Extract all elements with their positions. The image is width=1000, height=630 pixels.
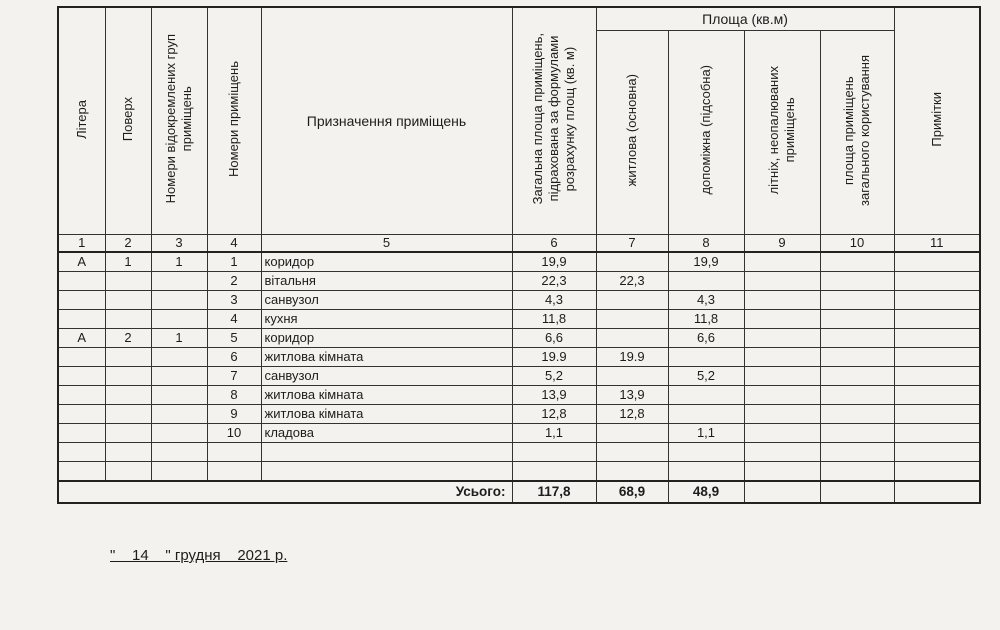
cell-purpose: кухня bbox=[261, 310, 512, 329]
totals-notes bbox=[894, 481, 980, 503]
cell-floor bbox=[105, 367, 151, 386]
cell-floor bbox=[105, 310, 151, 329]
header-living bbox=[596, 31, 668, 235]
cell-common-area bbox=[820, 424, 894, 443]
cell-common-area bbox=[820, 367, 894, 386]
cell-litera bbox=[58, 348, 105, 367]
cell-purpose: санвузол bbox=[261, 291, 512, 310]
column-number: 9 bbox=[744, 235, 820, 253]
cell-notes bbox=[894, 348, 980, 367]
cell-room: 6 bbox=[207, 348, 261, 367]
header-rooms-text: Номери приміщень bbox=[226, 61, 241, 177]
header-auxiliary-text: допоміжна (підсобна) bbox=[698, 65, 713, 195]
cell-aux-area: 5,2 bbox=[668, 367, 744, 386]
header-floor bbox=[105, 7, 151, 235]
cell-notes bbox=[894, 329, 980, 348]
cell-aux-area: 1,1 bbox=[668, 424, 744, 443]
header-total-area-text: Загальна площа приміщень, підрахована за формулами розрахунку площ (кв. м) bbox=[530, 33, 577, 205]
cell-aux-area bbox=[668, 348, 744, 367]
column-number-row bbox=[58, 235, 980, 253]
header-notes-text: Примітки bbox=[928, 91, 944, 147]
cell-aux-area bbox=[668, 443, 744, 462]
cell-aux-area bbox=[668, 272, 744, 291]
cell-floor: 1 bbox=[105, 252, 151, 272]
table-body bbox=[58, 252, 980, 481]
cell-living-area bbox=[596, 329, 668, 348]
cell-common-area bbox=[820, 348, 894, 367]
cell-floor bbox=[105, 348, 151, 367]
cell-floor: 2 bbox=[105, 329, 151, 348]
cell-living-area bbox=[596, 443, 668, 462]
header-summer-text: літніх, неопалюваних приміщень bbox=[766, 65, 797, 195]
totals-label: Усього: bbox=[58, 481, 512, 503]
cell-living-area: 13,9 bbox=[596, 386, 668, 405]
cell-room: 1 bbox=[207, 252, 261, 272]
cell-common-area bbox=[820, 386, 894, 405]
cell-living-area bbox=[596, 291, 668, 310]
cell-summer-area bbox=[744, 443, 820, 462]
cell-room: 10 bbox=[207, 424, 261, 443]
cell-notes bbox=[894, 272, 980, 291]
cell-total-area: 5,2 bbox=[512, 367, 596, 386]
header-common-text: площа приміщень загального користування bbox=[841, 54, 873, 206]
cell-notes bbox=[894, 252, 980, 272]
cell-total-area: 19,9 bbox=[512, 252, 596, 272]
table-row bbox=[58, 386, 980, 405]
column-number: 3 bbox=[151, 235, 207, 253]
table-row bbox=[58, 424, 980, 443]
cell-room: 4 bbox=[207, 310, 261, 329]
cell-purpose: санвузол bbox=[261, 367, 512, 386]
cell-notes bbox=[894, 310, 980, 329]
cell-aux-area: 4,3 bbox=[668, 291, 744, 310]
cell-summer-area bbox=[744, 291, 820, 310]
cell-group bbox=[151, 291, 207, 310]
cell-purpose: житлова кімната bbox=[261, 348, 512, 367]
totals-common-area bbox=[820, 481, 894, 503]
cell-total-area: 1,1 bbox=[512, 424, 596, 443]
cell-litera: А bbox=[58, 329, 105, 348]
cell-aux-area: 11,8 bbox=[668, 310, 744, 329]
cell-litera bbox=[58, 310, 105, 329]
cell-common-area bbox=[820, 291, 894, 310]
cell-common-area bbox=[820, 405, 894, 424]
cell-litera bbox=[58, 462, 105, 482]
cell-room: 8 bbox=[207, 386, 261, 405]
column-number: 11 bbox=[894, 235, 980, 253]
cell-room bbox=[207, 443, 261, 462]
cell-litera bbox=[58, 386, 105, 405]
totals-living-area: 68,9 bbox=[596, 481, 668, 503]
column-number: 10 bbox=[820, 235, 894, 253]
header-litera bbox=[58, 7, 105, 235]
cell-aux-area bbox=[668, 405, 744, 424]
table-row bbox=[58, 310, 980, 329]
header-floor-text: Поверх bbox=[120, 96, 135, 142]
cell-notes bbox=[894, 386, 980, 405]
cell-living-area: 12,8 bbox=[596, 405, 668, 424]
cell-notes bbox=[894, 424, 980, 443]
header-litera-text: Літера bbox=[73, 99, 89, 139]
cell-room: 5 bbox=[207, 329, 261, 348]
cell-total-area: 22,3 bbox=[512, 272, 596, 291]
column-number: 8 bbox=[668, 235, 744, 253]
cell-litera bbox=[58, 291, 105, 310]
table-row bbox=[58, 367, 980, 386]
cell-group bbox=[151, 405, 207, 424]
column-number: 2 bbox=[105, 235, 151, 253]
cell-floor bbox=[105, 443, 151, 462]
table-row bbox=[58, 443, 980, 462]
cell-purpose: коридор bbox=[261, 252, 512, 272]
header-summer bbox=[744, 31, 820, 235]
cell-notes bbox=[894, 367, 980, 386]
cell-group bbox=[151, 386, 207, 405]
cell-summer-area bbox=[744, 405, 820, 424]
cell-group: 1 bbox=[151, 252, 207, 272]
cell-litera bbox=[58, 443, 105, 462]
header-living-text: житлова (основна) bbox=[624, 73, 639, 187]
cell-floor bbox=[105, 462, 151, 482]
totals-summer-area bbox=[744, 481, 820, 503]
cell-room: 7 bbox=[207, 367, 261, 386]
column-number: 1 bbox=[58, 235, 105, 253]
cell-group bbox=[151, 424, 207, 443]
cell-summer-area bbox=[744, 367, 820, 386]
header-total-area bbox=[512, 7, 596, 235]
cell-purpose: вітальня bbox=[261, 272, 512, 291]
cell-living-area bbox=[596, 252, 668, 272]
header-common bbox=[820, 31, 894, 235]
cell-notes bbox=[894, 443, 980, 462]
cell-purpose bbox=[261, 462, 512, 482]
cell-notes bbox=[894, 291, 980, 310]
table-row bbox=[58, 348, 980, 367]
column-number: 5 bbox=[261, 235, 512, 253]
cell-floor bbox=[105, 386, 151, 405]
header-notes bbox=[894, 7, 980, 235]
cell-aux-area: 6,6 bbox=[668, 329, 744, 348]
cell-litera bbox=[58, 405, 105, 424]
totals-total-area: 117,8 bbox=[512, 481, 596, 503]
cell-room: 3 bbox=[207, 291, 261, 310]
table-row bbox=[58, 405, 980, 424]
cell-floor bbox=[105, 424, 151, 443]
cell-purpose: житлова кімната bbox=[261, 405, 512, 424]
cell-group bbox=[151, 348, 207, 367]
cell-living-area: 22,3 bbox=[596, 272, 668, 291]
header-rooms bbox=[207, 7, 261, 235]
cell-summer-area bbox=[744, 310, 820, 329]
cell-summer-area bbox=[744, 462, 820, 482]
cell-total-area bbox=[512, 462, 596, 482]
column-number: 7 bbox=[596, 235, 668, 253]
cell-litera bbox=[58, 367, 105, 386]
cell-summer-area bbox=[744, 252, 820, 272]
header-auxiliary bbox=[668, 31, 744, 235]
cell-aux-area bbox=[668, 462, 744, 482]
cell-summer-area bbox=[744, 386, 820, 405]
cell-group bbox=[151, 462, 207, 482]
table-row bbox=[58, 291, 980, 310]
cell-common-area bbox=[820, 272, 894, 291]
cell-aux-area bbox=[668, 386, 744, 405]
cell-litera: А bbox=[58, 252, 105, 272]
cell-summer-area bbox=[744, 348, 820, 367]
cell-group bbox=[151, 367, 207, 386]
cell-total-area: 19.9 bbox=[512, 348, 596, 367]
cell-total-area: 12,8 bbox=[512, 405, 596, 424]
cell-purpose bbox=[261, 443, 512, 462]
cell-litera bbox=[58, 272, 105, 291]
table-row bbox=[58, 252, 980, 272]
cell-common-area bbox=[820, 252, 894, 272]
cell-living-area bbox=[596, 462, 668, 482]
header-purpose: Призначення приміщень bbox=[261, 7, 512, 235]
header-area-group: Площа (кв.м) bbox=[596, 7, 894, 31]
cell-common-area bbox=[820, 329, 894, 348]
cell-floor bbox=[105, 405, 151, 424]
table-row bbox=[58, 272, 980, 291]
document-date: " 14 " грудня 2021 р. bbox=[110, 547, 288, 564]
cell-room: 2 bbox=[207, 272, 261, 291]
cell-floor bbox=[105, 291, 151, 310]
cell-room bbox=[207, 462, 261, 482]
cell-group bbox=[151, 443, 207, 462]
cell-common-area bbox=[820, 462, 894, 482]
cell-purpose: коридор bbox=[261, 329, 512, 348]
cell-group bbox=[151, 272, 207, 291]
table-row bbox=[58, 462, 980, 482]
cell-summer-area bbox=[744, 424, 820, 443]
cell-summer-area bbox=[744, 272, 820, 291]
totals-row bbox=[58, 481, 980, 503]
column-number: 6 bbox=[512, 235, 596, 253]
room-explication-table bbox=[57, 6, 981, 504]
cell-floor bbox=[105, 272, 151, 291]
column-number: 4 bbox=[207, 235, 261, 253]
cell-room: 9 bbox=[207, 405, 261, 424]
cell-total-area: 13,9 bbox=[512, 386, 596, 405]
cell-common-area bbox=[820, 310, 894, 329]
cell-aux-area: 19,9 bbox=[668, 252, 744, 272]
cell-group: 1 bbox=[151, 329, 207, 348]
cell-total-area: 11,8 bbox=[512, 310, 596, 329]
table-row bbox=[58, 329, 980, 348]
cell-total-area bbox=[512, 443, 596, 462]
cell-purpose: житлова кімната bbox=[261, 386, 512, 405]
cell-total-area: 4,3 bbox=[512, 291, 596, 310]
cell-living-area bbox=[596, 424, 668, 443]
cell-notes bbox=[894, 462, 980, 482]
cell-purpose: кладова bbox=[261, 424, 512, 443]
header-groups bbox=[151, 7, 207, 235]
cell-notes bbox=[894, 405, 980, 424]
cell-total-area: 6,6 bbox=[512, 329, 596, 348]
cell-group bbox=[151, 310, 207, 329]
header-groups-text: Номери відокремлених груп приміщень bbox=[163, 34, 194, 204]
cell-litera bbox=[58, 424, 105, 443]
totals-aux-area: 48,9 bbox=[668, 481, 744, 503]
cell-living-area: 19.9 bbox=[596, 348, 668, 367]
cell-common-area bbox=[820, 443, 894, 462]
cell-summer-area bbox=[744, 329, 820, 348]
cell-living-area bbox=[596, 367, 668, 386]
cell-living-area bbox=[596, 310, 668, 329]
